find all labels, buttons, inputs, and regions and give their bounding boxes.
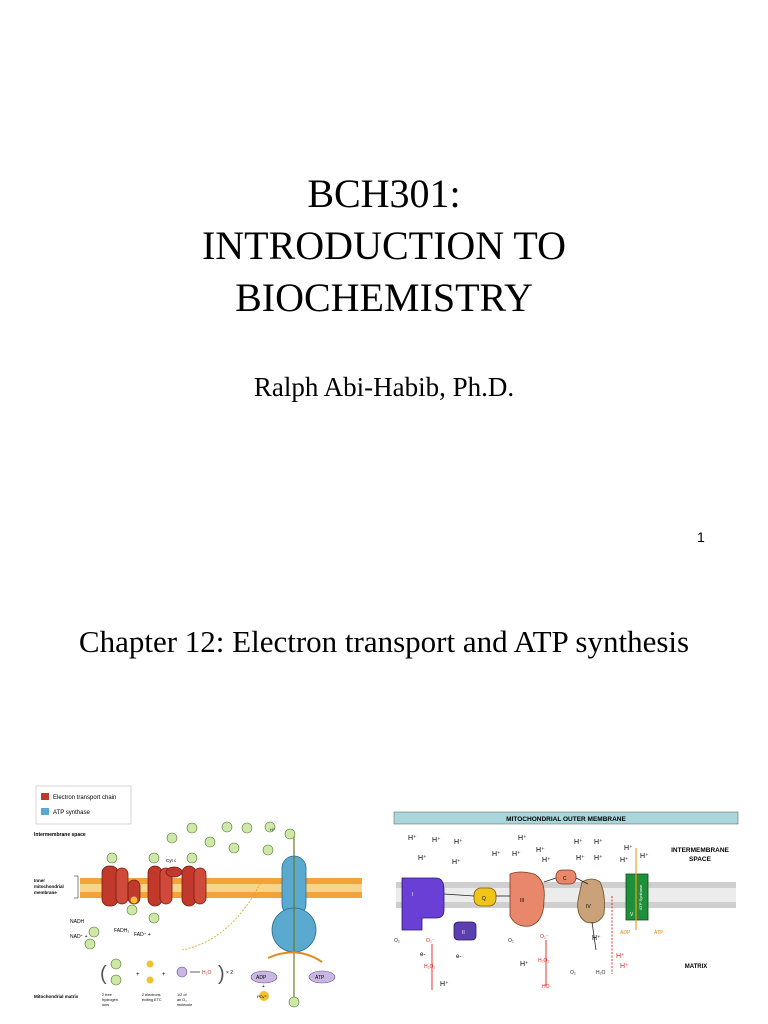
adp-label: ADP bbox=[620, 930, 631, 936]
author-name: Ralph Abi-Habib, Ph.D. bbox=[253, 372, 515, 402]
complex-ii-label: II bbox=[462, 930, 465, 936]
complex-iv-label: IV bbox=[586, 904, 591, 910]
fad-label: FAD⁺ + bbox=[134, 932, 151, 938]
etc-diagram-figure bbox=[32, 780, 362, 1010]
complex-iii bbox=[510, 872, 544, 926]
svg-text:H⁺: H⁺ bbox=[594, 839, 603, 846]
electron-label-1: e- bbox=[420, 952, 426, 958]
electron-label-2: e- bbox=[456, 954, 462, 960]
complex-iv bbox=[578, 879, 605, 923]
svg-text:H⁺: H⁺ bbox=[574, 839, 583, 846]
inner-membrane-label-3: membrane bbox=[34, 890, 57, 895]
caption-2a: 2 electrons bbox=[142, 993, 161, 997]
svg-text:H⁺: H⁺ bbox=[454, 839, 463, 846]
matrix-label: Mitochondrial matrix bbox=[34, 994, 79, 999]
svg-text:H⁺: H⁺ bbox=[418, 855, 427, 862]
svg-text:H⁺: H⁺ bbox=[624, 845, 633, 852]
legend-etc: Electron transport chain bbox=[53, 795, 117, 801]
complex-i-label: I bbox=[412, 892, 414, 898]
legend-atp-synthase: ATP synthase bbox=[53, 810, 90, 816]
svg-text:O₂: O₂ bbox=[394, 938, 400, 944]
h-ion-label: H⁺ bbox=[270, 827, 275, 832]
mitochondrial-membrane-figure bbox=[392, 810, 740, 1000]
svg-text:HO·: HO· bbox=[542, 984, 552, 990]
atp-label: ATP bbox=[315, 975, 325, 981]
fadh2-label: FADH₂ bbox=[114, 928, 130, 934]
cyt-c-label: C bbox=[563, 876, 567, 882]
caption-1a: 2 free bbox=[102, 993, 112, 997]
svg-text:H⁺: H⁺ bbox=[592, 935, 601, 942]
legend-swatch-atp-synthase bbox=[41, 808, 49, 815]
open-paren: ( bbox=[100, 963, 107, 985]
intermembrane-label-2: SPACE bbox=[689, 856, 711, 863]
times-two: × 2 bbox=[226, 970, 234, 976]
intermembrane-label-1: INTERMEMBRANE bbox=[671, 847, 729, 854]
svg-text:H⁺: H⁺ bbox=[492, 851, 501, 858]
caption-1c: ions bbox=[102, 1003, 109, 1007]
q-label: Q bbox=[482, 896, 486, 902]
svg-text:O₂⁻: O₂⁻ bbox=[426, 938, 435, 944]
caption-3c: molecule bbox=[177, 1003, 193, 1007]
caption-3a: 1/2 of bbox=[177, 993, 187, 997]
svg-text:H⁺: H⁺ bbox=[440, 981, 449, 988]
title-line-2: INTRODUCTION TO bbox=[201, 223, 567, 268]
etc-complexes bbox=[102, 866, 206, 906]
svg-text:H⁺: H⁺ bbox=[518, 835, 527, 842]
adp-label: ADP bbox=[256, 975, 267, 981]
svg-text:O₂⁻: O₂⁻ bbox=[540, 934, 549, 940]
svg-text:H₂O₂: H₂O₂ bbox=[424, 964, 436, 970]
pi-label: PO₄³⁻ bbox=[257, 994, 268, 999]
svg-text:H₂O: H₂O bbox=[596, 970, 606, 976]
slide-title bbox=[0, 168, 768, 324]
atp-label: ATP bbox=[654, 930, 664, 936]
svg-text:O₂: O₂ bbox=[570, 970, 576, 976]
svg-text:H⁺: H⁺ bbox=[520, 961, 529, 968]
complex-v-label: V bbox=[630, 912, 634, 918]
page-number: 1 bbox=[697, 529, 705, 545]
svg-text:H⁺: H⁺ bbox=[620, 857, 629, 864]
inner-membrane-label-1: Inner bbox=[34, 878, 46, 883]
close-paren: ) bbox=[218, 963, 225, 985]
svg-text:H₂O₂: H₂O₂ bbox=[538, 958, 550, 964]
complex-iii-label: III bbox=[520, 898, 525, 904]
legend bbox=[36, 786, 131, 824]
matrix-label: MATRIX bbox=[684, 964, 708, 970]
intermembrane-label: Intermembrane space bbox=[34, 832, 86, 838]
plus-2: + bbox=[162, 972, 166, 978]
svg-text:H⁺: H⁺ bbox=[408, 835, 417, 842]
svg-text:H⁺: H⁺ bbox=[452, 859, 461, 866]
caption-2b: exiting ETC bbox=[142, 998, 162, 1002]
svg-text:H⁺: H⁺ bbox=[620, 963, 629, 970]
svg-text:H⁺: H⁺ bbox=[616, 953, 625, 960]
svg-text:H⁺: H⁺ bbox=[536, 847, 545, 854]
chapter-heading: Chapter 12: Electron transport and ATP synthesis bbox=[78, 624, 690, 659]
svg-text:H⁺: H⁺ bbox=[594, 855, 603, 862]
inner-membrane-bilayer bbox=[396, 882, 736, 908]
svg-text:H⁺: H⁺ bbox=[576, 855, 585, 862]
title-line-3: BIOCHEMISTRY bbox=[235, 275, 533, 320]
cyt-c-label: Cyt c bbox=[166, 858, 177, 863]
outer-membrane-label: MITOCHONDRIAL OUTER MEMBRANE bbox=[506, 816, 626, 823]
nadh-label: NADH bbox=[70, 919, 85, 925]
complex-ii bbox=[454, 922, 476, 940]
svg-text:H⁺: H⁺ bbox=[512, 851, 521, 858]
svg-text:H⁺: H⁺ bbox=[432, 837, 441, 844]
inner-membrane-label-2: mitochondrial bbox=[34, 884, 64, 889]
svg-text:O₂: O₂ bbox=[508, 938, 514, 944]
h2o-label: H₂O bbox=[202, 970, 212, 976]
caption-3b: an O₂ bbox=[177, 998, 187, 1002]
caption-1b: hydrogen bbox=[102, 998, 118, 1002]
legend-swatch-etc bbox=[41, 793, 49, 800]
plus-1: + bbox=[136, 972, 140, 978]
svg-text:H⁺: H⁺ bbox=[542, 857, 551, 864]
nad-label: NAD⁺ + bbox=[70, 934, 88, 940]
svg-text:H⁺: H⁺ bbox=[640, 853, 649, 860]
atp-synthase-label: ATP Synthase bbox=[638, 884, 643, 910]
plus-3: + bbox=[262, 984, 265, 990]
title-line-1: BCH301: bbox=[307, 171, 461, 216]
